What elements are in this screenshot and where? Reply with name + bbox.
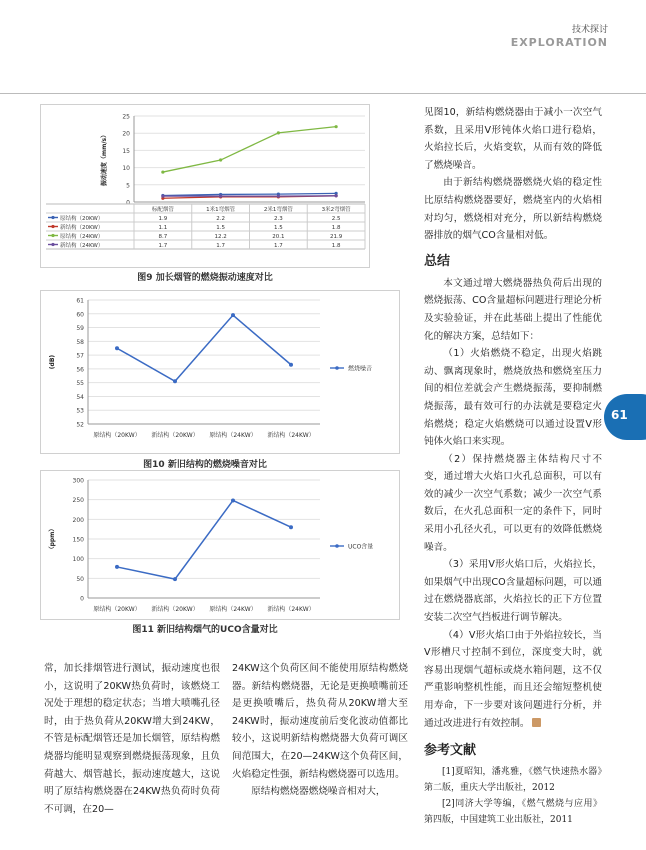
y-tick-label: 10 bbox=[122, 165, 130, 173]
header-title: 技术探讨 bbox=[571, 25, 608, 35]
legend-marker bbox=[335, 544, 339, 548]
table-row-label: 原结构（24KW） bbox=[60, 234, 104, 240]
figure-11-caption: 图11 新旧结构烟气的UCO含量对比 bbox=[132, 625, 278, 635]
figure-11-chart bbox=[40, 470, 400, 620]
data-point bbox=[161, 195, 164, 198]
data-point bbox=[161, 170, 164, 173]
right-paragraph-1: 见图10，新结构燃烧器由于减小一次空气系数，且采用V形钝体火焰口进行稳焰，火焰拉长后，火焰变软，从而有效的降低了燃烧噪音。 bbox=[424, 107, 602, 171]
series-line bbox=[163, 193, 336, 195]
middle-column bbox=[232, 660, 408, 801]
y-axis-label: 振动速度（mm/s） bbox=[101, 131, 108, 187]
data-point bbox=[219, 195, 222, 198]
summary-point-4-text: （4）V形火焰口由于外焰拉较长，当V形槽尺寸控制不到位，深度变大时，就容易出现烟气超标或烧水箱问题，这不仅严重影响整机性能，而且还会缩短整机使用寿命，下一步要对该问题进行分析，并通过改进进行有效控制。 bbox=[424, 629, 602, 729]
table-cell: 21.9 bbox=[330, 234, 343, 240]
y-tick-label: 58 bbox=[76, 338, 84, 346]
data-point bbox=[173, 379, 177, 383]
y-tick-label: 55 bbox=[76, 380, 84, 388]
header-divider bbox=[0, 93, 646, 94]
data-point bbox=[231, 498, 235, 502]
reference-1: [1]夏昭知，潘兆雅，《燃气快速热水器》第二版，重庆大学出版社，2012 bbox=[424, 767, 602, 794]
x-tick-label: 原结构（20KW） bbox=[93, 606, 141, 613]
table-cell: 2.3 bbox=[274, 216, 283, 222]
y-tick-label: 0 bbox=[126, 199, 130, 207]
x-tick-label: 原结构（20KW） bbox=[93, 432, 141, 439]
x-tick-label: 标配烟管 bbox=[151, 207, 174, 213]
table-legend-marker bbox=[51, 243, 54, 246]
right-paragraph-2: 由于新结构燃烧器燃烧火焰的稳定性比原结构燃烧器要好，燃烧室内的火焰相对均匀，燃烧相对充分，所以新结构燃烧器排放的烟气CO含量相对低。 bbox=[424, 177, 602, 242]
end-mark-icon bbox=[532, 718, 541, 727]
table-cell: 1.7 bbox=[274, 243, 283, 249]
figure-11-svg bbox=[40, 470, 400, 620]
y-tick-label: 20 bbox=[122, 130, 130, 138]
y-tick-label: 25 bbox=[122, 113, 130, 121]
table-cell: 1.1 bbox=[158, 225, 168, 231]
chart-frame bbox=[41, 471, 400, 620]
data-point bbox=[173, 577, 177, 581]
table-cell: 1.7 bbox=[216, 243, 225, 249]
table-row-label: 新结构（24KW） bbox=[60, 243, 104, 249]
x-tick-label: 新结构（20KW） bbox=[151, 432, 199, 439]
figure-10-chart bbox=[40, 290, 400, 454]
table-cell: 1.9 bbox=[158, 216, 168, 222]
section-heading-summary: 总结 bbox=[424, 253, 451, 269]
y-tick-label: 53 bbox=[76, 407, 84, 415]
chart-frame bbox=[41, 291, 400, 454]
table-cell: 1.8 bbox=[331, 243, 341, 249]
table-legend-marker bbox=[51, 216, 54, 219]
y-tick-label: 100 bbox=[72, 556, 84, 564]
right-column bbox=[424, 104, 602, 828]
legend-marker bbox=[335, 366, 339, 370]
y-tick-label: 0 bbox=[80, 595, 84, 603]
left-column bbox=[44, 660, 220, 818]
x-tick-label: 新结构（24KW） bbox=[267, 606, 315, 613]
y-tick-label: 300 bbox=[72, 477, 84, 485]
y-tick-label: 150 bbox=[72, 536, 84, 544]
table-legend-marker bbox=[51, 225, 54, 228]
figure-10-svg bbox=[40, 290, 400, 454]
table-legend-marker bbox=[51, 234, 54, 237]
data-point bbox=[115, 565, 119, 569]
legend-label: UCO含量 bbox=[348, 543, 374, 551]
summary-point-4 bbox=[424, 627, 602, 733]
x-tick-label: 3米2弯烟管 bbox=[321, 207, 351, 213]
figure-10-caption: 图10 新旧结构的燃烧噪音对比 bbox=[143, 460, 267, 470]
table-row-label: 新结构（20KW） bbox=[60, 225, 104, 231]
section-heading-references: 参考文献 bbox=[424, 743, 477, 759]
table-row-label: 原结构（20KW） bbox=[60, 216, 104, 222]
summary-point-3: （3）采用V形火焰口后，火焰拉长，如果烟气中出现CO含量超标问题，可以通过在燃烧器底部，火焰拉长的正下方位置安装二次空气挡板进行调节解决。 bbox=[424, 559, 602, 624]
y-tick-label: 5 bbox=[126, 182, 130, 190]
x-tick-label: 原结构（24KW） bbox=[209, 432, 257, 439]
y-tick-label: 57 bbox=[76, 352, 84, 360]
data-point bbox=[277, 131, 280, 134]
y-tick-label: 200 bbox=[72, 516, 84, 524]
table-cell: 12.2 bbox=[214, 234, 227, 240]
summary-intro: 本文通过增大燃烧器热负荷后出现的燃烧振荡、CO含量超标问题进行理论分析及实验验证，并在此基础上提出了性能优化的解决方案，总结如下： bbox=[424, 277, 602, 342]
figure-9-caption: 图9 加长烟管的燃烧振动速度对比 bbox=[137, 273, 273, 283]
table-cell: 1.5 bbox=[216, 225, 225, 231]
figure-9-svg bbox=[40, 104, 370, 268]
table-cell: 1.7 bbox=[158, 243, 168, 249]
series-line bbox=[117, 315, 291, 381]
summary-point-1: （1）火焰燃烧不稳定，出现火焰跳动、飘离现象时，燃烧放热和燃烧室压力间的相位差就会产生燃烧振荡，要抑制燃烧振荡，最有效可行的办法就是要稳定火焰燃烧；稳定火焰燃烧可以通过设置V形钝体火焰口来实现。 bbox=[424, 348, 602, 448]
x-tick-label: 2米1弯烟管 bbox=[263, 207, 293, 213]
table-cell: 1.8 bbox=[331, 225, 341, 231]
series-line bbox=[117, 500, 291, 579]
table-cell: 2.5 bbox=[331, 216, 341, 222]
y-tick-label: 250 bbox=[72, 497, 84, 505]
table-cell: 20.1 bbox=[272, 234, 285, 240]
y-tick-label: 54 bbox=[76, 393, 84, 401]
data-point bbox=[219, 158, 222, 161]
x-tick-label: 原结构（24KW） bbox=[209, 606, 257, 613]
data-point bbox=[231, 313, 235, 317]
y-axis-label: （ppm） bbox=[49, 525, 56, 553]
summary-point-2: （2）保持燃烧器主体结构尺寸不变，通过增大火焰口火孔总面积，可以有效的减少一次空气系数；减少一次空气系数后，在火孔总面积一定的条件下，同时采用小孔径火孔，可以更有的效降低燃烧噪音。 bbox=[424, 453, 602, 553]
table-cell: 2.2 bbox=[216, 216, 225, 222]
y-tick-label: 60 bbox=[76, 311, 84, 319]
legend-label: 燃烧噪音 bbox=[348, 365, 373, 373]
y-tick-label: 59 bbox=[76, 325, 84, 333]
y-axis-label: (dB) bbox=[49, 354, 56, 370]
table-cell: 8.7 bbox=[158, 234, 168, 240]
data-point bbox=[289, 363, 293, 367]
x-tick-label: 新结构（20KW） bbox=[151, 606, 199, 613]
reference-2: [2]同济大学等编，《燃气燃烧与应用》第四版，中国建筑工业出版社，2011 bbox=[424, 799, 602, 826]
x-tick-label: 新结构（24KW） bbox=[267, 432, 315, 439]
middle-paragraph-2: 原结构燃烧器燃烧噪音相对大， bbox=[251, 786, 386, 798]
left-paragraph: 常，加长排烟管进行测试，振动速度也很小，这说明了20KW热负荷时，该燃烧工况处于理想的稳定状态；当增大喷嘴孔径时，由于热负荷从20KW增大到24KW，不管是标配烟管还是加长烟管，原结构燃烧器均能明显观察到燃烧振荡现象，且负荷越大、烟管越长，振动速度越大，这说明了原结构燃烧器在24KW热负荷时负荷不可调，在20— bbox=[44, 663, 220, 815]
y-tick-label: 52 bbox=[76, 421, 84, 429]
page-number: 61 bbox=[611, 408, 628, 422]
y-tick-label: 15 bbox=[122, 147, 130, 155]
x-tick-label: 1米1弯烟管 bbox=[206, 207, 236, 213]
data-point bbox=[289, 525, 293, 529]
y-tick-label: 61 bbox=[76, 297, 84, 305]
figure-9-chart bbox=[40, 104, 370, 268]
data-point bbox=[335, 125, 338, 128]
y-tick-label: 56 bbox=[76, 366, 84, 374]
table-cell: 1.5 bbox=[274, 225, 283, 231]
data-point bbox=[115, 346, 119, 350]
header-subtitle: EXPLORATION bbox=[510, 36, 608, 49]
y-tick-label: 50 bbox=[76, 575, 84, 583]
data-point bbox=[277, 195, 280, 198]
data-point bbox=[335, 194, 338, 197]
middle-paragraph-1: 24KW这个负荷区间不能使用原结构燃烧器。新结构燃烧器，无论是更换喷嘴前还是更换喷嘴后，热负荷从20KW增大至24KW时，振动速度前后变化波动值都比较小，这说明新结构燃烧器大负荷可调区间范围大，在20—24KW这个负荷区间，火焰稳定性强，新结构燃烧器可以选用。 bbox=[232, 663, 408, 780]
